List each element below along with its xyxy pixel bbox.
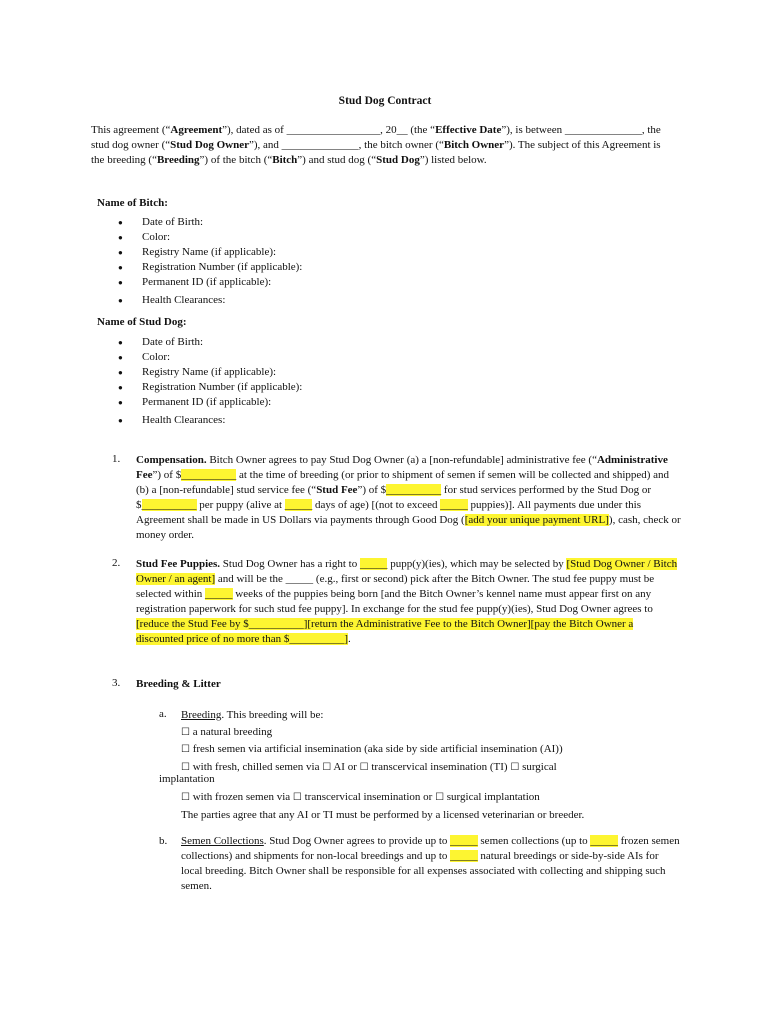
subsection-b-title: Semen Collections <box>181 835 264 847</box>
chilled-ti-checkbox[interactable]: ☐ <box>359 761 369 773</box>
wrapped-text: implantation <box>159 773 215 785</box>
subsection-b-letter: b. <box>159 835 168 847</box>
list-item: ● Color: <box>118 350 518 365</box>
chilled-ai-checkbox[interactable]: ☐ <box>322 761 332 773</box>
fee-blank: __________ <box>181 469 237 481</box>
list-item: ● Registry Name (if applicable): <box>118 245 518 260</box>
subsection-a-continued: ☐ with frozen semen via ☐ transcervical insemination or ☐ surgical implantation The parties agree that any AI or TI must be performed by a licensed veterinarian or breeder. <box>181 789 681 823</box>
section-3-number: 3. <box>112 677 121 689</box>
collections-blank: _____ <box>450 835 478 847</box>
stud-section-heading: Name of Stud Dog: <box>97 316 187 328</box>
puppy-count-blank: _____ <box>359 558 388 570</box>
section-2-stud-fee-puppies: Stud Fee Puppies. Stud Dog Owner has a right to _____ pupp(y)(ies), which may be selected by [Stud Dog Owner / Bitch Owner / an agent] and will be the _____ (e.g., first or second) pick after the Bitch Owner. The stud fee puppy must be selected within _____ weeks of the puppies being born [and the Bitch Owner’s kennel name must appear first on any registration paperwork for such stud fee puppy]. In exchange for the stud fee pupp(y)(ies), Stud Dog Owner agrees to [reduce the Stud Fee by $__________][return the Administrative Fee to the Bitch Owner][pay the Bitch Owner a discounted price of no more than $__________]. <box>136 558 678 645</box>
fee-blank: __________ <box>386 484 442 496</box>
page-title: Stud Dog Contract <box>338 95 432 107</box>
fee-blank: _____ <box>284 499 313 511</box>
section-1-compensation: Compensation. Bitch Owner agrees to pay Stud Dog Owner (a) a [non-refundable] administrative fee (“Administrative Fee”) of $__________ at the time of breeding (or prior to shipment of semen if semen will be collected and shipped) and (b) a [non-refundable] stud service fee (“Stud Fee”) of $__________ for stud services performed by the Stud Dog or $__________ per puppy (alive at _____ days of age) [(not to exceed _____ puppies)]. All payments due under this Agreement shall be made in US Dollars via payments through Good Dog ([add your unique payment URL]), cash, check or money order. <box>136 454 681 541</box>
frozen-ti-checkbox[interactable]: ☐ <box>292 792 302 803</box>
list-item: ● Health Clearances: <box>118 413 518 428</box>
subsection-a-breeding: Breeding. This breeding will be: ☐ a natural breeding ☐ fresh semen via artificial insemination (aka side by side artificial insemination (AI)) ☐ with fresh, chilled semen via ☐ AI or ☐ transcervical insemination (TI) ☐ surgical <box>181 709 563 773</box>
exchange-placeholder: [reduce the Stud Fee by $__________][return the Administrative Fee to the Bitch Owner][pay the Bitch Owner a discounted price of no more than $__________] <box>136 618 634 645</box>
natural-breeding-checkbox[interactable]: ☐ <box>181 726 190 738</box>
list-item: ● Registry Name (if applicable): <box>118 365 518 380</box>
list-item: ● Health Clearances: <box>118 293 518 308</box>
weeks-blank: _____ <box>205 588 233 600</box>
ai-ti-clause: The parties agree that any AI or TI must be performed by a licensed veterinarian or breeder. <box>181 808 585 821</box>
bitch-details-list <box>118 215 518 308</box>
frozen-surgical-checkbox[interactable]: ☐ <box>435 792 445 803</box>
frozen-semen-checkbox[interactable]: ☐ <box>181 792 190 803</box>
intro-paragraph: This agreement (“Agreement”), dated as of _________________, 20__ (the “Effective Date”), is between ______________, the stud dog owner (“Stud Dog Owner”), and ______________, the bitch owner (“Bitch Owner”). The subject of this Agreement is the breeding (“Breeding”) of the bitch (“Bitch”) and stud dog (“Stud Dog”) listed below. <box>91 124 661 166</box>
fee-blank: _____ <box>440 499 468 511</box>
chilled-semen-checkbox[interactable]: ☐ <box>181 761 190 773</box>
list-item: ● Date of Birth: <box>118 215 518 230</box>
section-2-number: 2. <box>112 557 121 569</box>
list-item: ● Permanent ID (if applicable): <box>118 395 518 410</box>
list-item: ● Date of Birth: <box>118 335 518 350</box>
selector-placeholder: [Stud Dog Owner / Bitch Owner / an agent] <box>136 558 678 585</box>
section-3-heading: Breeding & Litter <box>136 678 221 690</box>
section-2-heading: Stud Fee Puppies. <box>136 558 221 570</box>
payment-url-placeholder: [add your unique payment URL] <box>464 514 609 526</box>
list-item: ● Color: <box>118 230 518 245</box>
list-item: ● Registration Number (if applicable): <box>118 380 518 395</box>
stud-details-list <box>118 335 518 428</box>
fresh-semen-ai-checkbox[interactable]: ☐ <box>181 744 190 755</box>
section-1-heading: Compensation. <box>136 454 207 466</box>
subsection-b-semen-collections: Semen Collections. Stud Dog Owner agrees to provide up to _____ semen collections (up to _____ frozen semen collections) and shipments for non-local breedings and up to _____ natural breedings or side-by-side AIs for local breeding. Bitch Owner shall be responsible for all expenses associated with collecting and shipping such semen. <box>181 835 680 892</box>
fee-blank: __________ <box>141 499 197 511</box>
list-item: ● Registration Number (if applicable): <box>118 260 518 275</box>
bitch-section-heading: Name of Bitch: <box>97 197 168 209</box>
section-1-number: 1. <box>112 453 121 465</box>
natural-breedings-blank: _____ <box>450 850 478 862</box>
list-item: ● Permanent ID (if applicable): <box>118 275 518 290</box>
subsection-a-letter: a. <box>159 708 167 720</box>
subsection-a-title: Breeding <box>181 709 222 721</box>
chilled-surgical-checkbox[interactable]: ☐ <box>510 761 520 773</box>
frozen-collections-blank: _____ <box>590 835 618 847</box>
